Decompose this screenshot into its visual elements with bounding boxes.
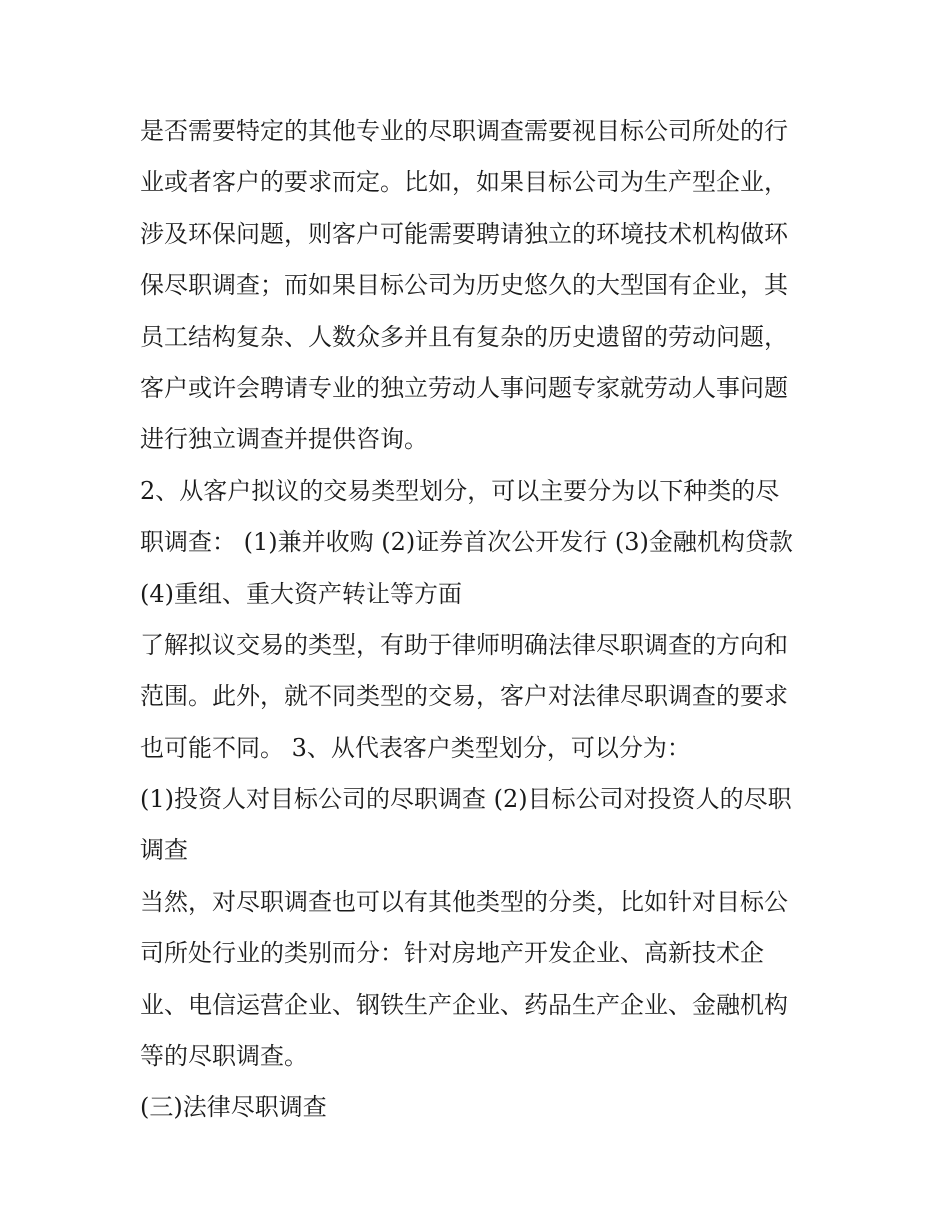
text-line: 是否需要特定的其他专业的尽职调查需要视目标公司所处的行 bbox=[140, 117, 788, 145]
text-line: 业或者客户的要求而定。比如，如果目标公司为生产型企业， bbox=[140, 168, 788, 197]
text-line: 职调查： (1)兼并收购 (2)证券首次公开发行 (3)金融机构贷款 bbox=[140, 528, 793, 557]
text-line: 2、从客户拟议的交易类型划分，可以主要分为以下种类的尽 bbox=[140, 476, 780, 505]
text-line: 范围。此外，就不同类型的交易，客户对法律尽职调查的要求 bbox=[140, 682, 788, 711]
text-line: 员工结构复杂、人数众多并且有复杂的历史遗留的劳动问题， bbox=[140, 322, 788, 351]
text-line: (1)投资人对目标公司的尽职调查 (2)目标公司对投资人的尽职 bbox=[140, 785, 792, 814]
text-line: 调查 bbox=[140, 836, 188, 865]
text-line: 涉及环保问题，则客户可能需要聘请独立的环境技术机构做环 bbox=[140, 219, 788, 248]
text-line: 也可能不同。 3、从代表客户类型划分，可以分为： bbox=[140, 733, 691, 762]
text-line: 业、电信运营企业、钢铁生产企业、药品生产企业、金融机构 bbox=[140, 990, 788, 1019]
text-line: 当然，对尽职调查也可以有其他类型的分类，比如针对目标公 bbox=[140, 887, 788, 916]
document-body bbox=[140, 106, 820, 1134]
section-heading: (三)法律尽职调查 bbox=[140, 1093, 327, 1122]
text-line: 客户或许会聘请专业的独立劳动人事问题专家就劳动人事问题 bbox=[140, 373, 788, 402]
text-line: 了解拟议交易的类型，有助于律师明确法律尽职调查的方向和 bbox=[140, 630, 788, 659]
text-line: 司所处行业的类别而分：针对房地产开发企业、高新技术企 bbox=[140, 939, 764, 968]
text-line: 保尽职调查；而如果目标公司为历史悠久的大型国有企业，其 bbox=[140, 271, 788, 300]
text-line: 等的尽职调查。 bbox=[140, 1042, 308, 1071]
text-line: (4)重组、重大资产转让等方面 bbox=[140, 579, 462, 608]
text-line: 进行独立调查并提供咨询。 bbox=[140, 425, 428, 454]
